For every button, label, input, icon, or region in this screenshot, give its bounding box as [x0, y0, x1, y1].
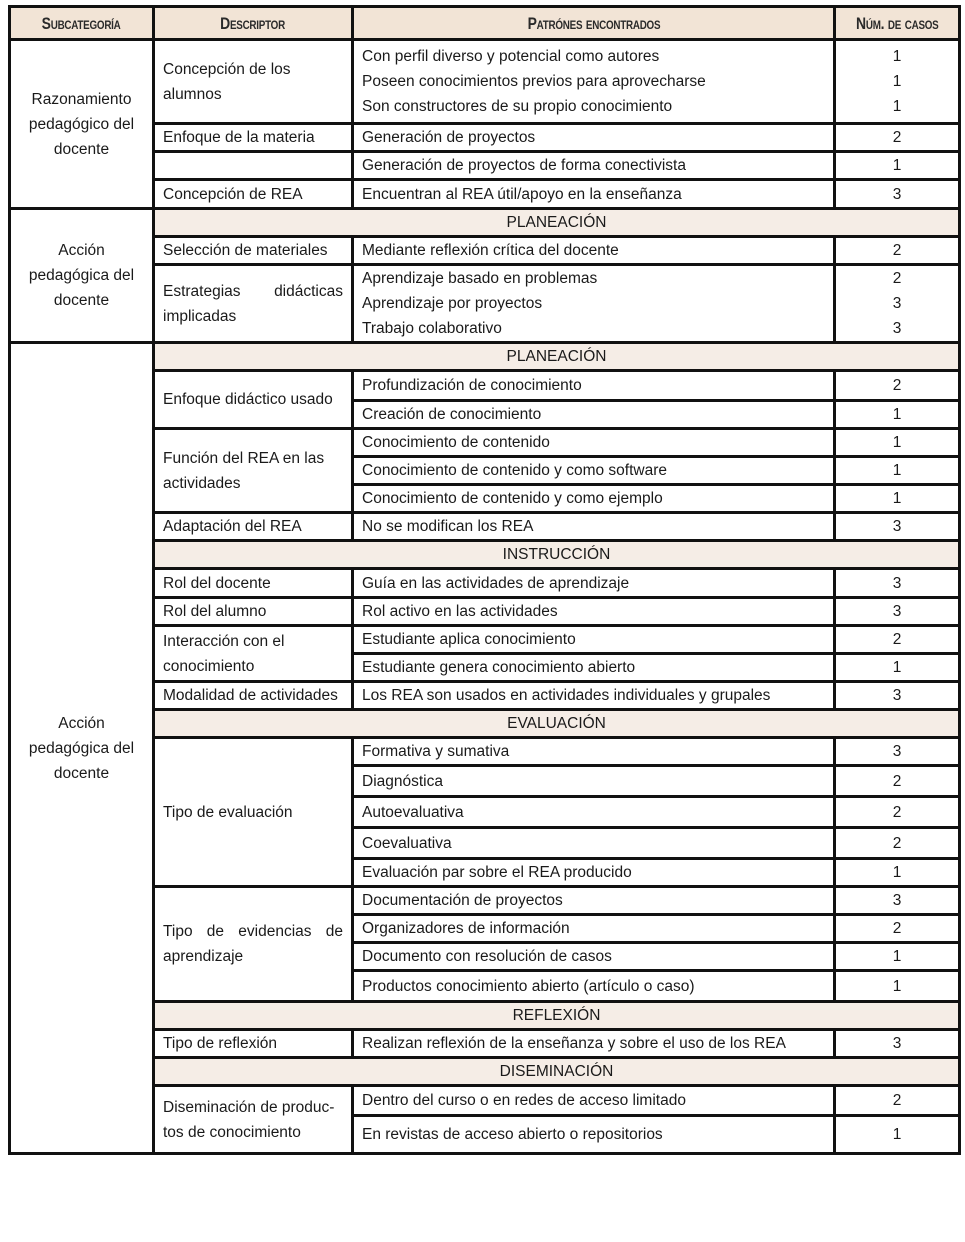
section-row — [10, 343, 960, 371]
descriptor-cell: Función del REA en las actividades — [154, 429, 353, 513]
descriptor-cell — [154, 152, 353, 180]
pattern-cell: Productos conocimiento abierto (artículo o caso) — [353, 971, 835, 1002]
count-cell: 3 — [835, 569, 960, 598]
pattern-item: Poseen conocimientos previos para aprovecharse — [362, 73, 706, 90]
subcategory-cell: Acción pedagógica del docente — [10, 209, 154, 343]
pattern-item: Aprendizaje por proyectos — [362, 295, 543, 312]
descriptor-line: Diseminación de produc- — [163, 1098, 335, 1116]
pattern-cell: Rol activo en las actividades — [353, 598, 835, 626]
count-item: 1 — [892, 73, 902, 90]
descriptor-cell: Tipo de reflexión — [154, 1030, 353, 1058]
count-cell: 1 — [835, 457, 960, 485]
section-label-evaluacion: EVALUACIÓN — [154, 710, 960, 738]
pattern-item: Con perfil diverso y potencial como autores — [362, 48, 660, 65]
pattern-cell — [353, 40, 835, 124]
pattern-cell: Conocimiento de contenido — [353, 429, 835, 457]
count-cell: 3 — [835, 887, 960, 915]
subcategory-cell: Razonamiento pedagógico del docente — [10, 40, 154, 209]
section-row — [10, 209, 960, 237]
pattern-cell: Guía en las actividades de aprendizaje — [353, 569, 835, 598]
count-cell: 2 — [835, 124, 960, 152]
count-cell: 1 — [835, 654, 960, 682]
descriptor-cell: Enfoque didáctico usado — [154, 371, 353, 429]
section-label-instruccion: INSTRUCCIÓN — [154, 541, 960, 569]
count-cell: 3 — [835, 598, 960, 626]
count-cell: 2 — [835, 237, 960, 265]
count-item: 1 — [892, 48, 902, 65]
descriptor-cell: Estrategias didácticas implicadas — [154, 265, 353, 343]
descriptor-cell: Concepción de REA — [154, 180, 353, 209]
descriptor-cell — [154, 1086, 353, 1154]
pattern-cell: Documento con resolución de casos — [353, 943, 835, 971]
count-cell: 1 — [835, 401, 960, 429]
count-item: 3 — [892, 320, 902, 337]
descriptor-cell: Tipo de evaluación — [154, 738, 353, 887]
count-item: 2 — [892, 270, 902, 287]
count-item: 3 — [892, 295, 902, 312]
pattern-item: Son constructores de su propio conocimiento — [362, 98, 673, 115]
pattern-cell: Formativa y sumativa — [353, 738, 835, 766]
count-cell: 1 — [835, 859, 960, 887]
descriptor-cell: Rol del docente — [154, 569, 353, 598]
pattern-cell: Conocimiento de contenido y como ejemplo — [353, 485, 835, 513]
count-cell: 1 — [835, 152, 960, 180]
descriptor-line: tos de conocimiento — [163, 1123, 301, 1141]
count-cell: 2 — [835, 766, 960, 797]
count-cell: 2 — [835, 915, 960, 943]
pattern-cell: Generación de proyectos — [353, 124, 835, 152]
count-cell: 2 — [835, 828, 960, 859]
pattern-cell: Conocimiento de contenido y como software — [353, 457, 835, 485]
pattern-cell: Evaluación par sobre el REA producido — [353, 859, 835, 887]
header-subcategoria: Subcategoría — [10, 7, 154, 40]
pattern-cell: Realizan reflexión de la enseñanza y sobre el uso de los REA — [353, 1030, 835, 1058]
pattern-cell: Autoevaluativa — [353, 797, 835, 828]
count-cell: 3 — [835, 682, 960, 710]
descriptor-cell: Modalidad de actividades — [154, 682, 353, 710]
count-cell: 1 — [835, 429, 960, 457]
pattern-item: Aprendizaje basado en problemas — [362, 270, 598, 287]
descriptor-cell: Selección de materiales — [154, 237, 353, 265]
count-cell: 3 — [835, 513, 960, 541]
section-label: PLANEACIÓN — [154, 209, 960, 237]
descriptor-cell: Concepción de los alumnos — [154, 40, 353, 124]
pattern-cell: Dentro del curso o en redes de acceso limitado — [353, 1086, 835, 1116]
count-cell: 3 — [835, 1030, 960, 1058]
results-table — [8, 5, 961, 1155]
section-label-diseminacion: DISEMINACIÓN — [154, 1058, 960, 1086]
header-num-casos: Núm. de casos — [835, 7, 960, 40]
count-cell: 1 — [835, 971, 960, 1002]
count-cell: 2 — [835, 626, 960, 654]
count-cell: 3 — [835, 738, 960, 766]
pattern-cell: Mediante reflexión crítica del docente — [353, 237, 835, 265]
section-label-planeacion: PLANEACIÓN — [154, 343, 960, 371]
pattern-cell: Profundización de conocimiento — [353, 371, 835, 401]
pattern-cell: Estudiante genera conocimiento abierto — [353, 654, 835, 682]
pattern-item: Trabajo colaborativo — [362, 320, 502, 337]
header-descriptor: Descriptor — [154, 7, 353, 40]
pattern-cell — [353, 265, 835, 343]
descriptor-cell: Interacción con el conocimiento — [154, 626, 353, 682]
pattern-cell: Los REA son usados en actividades individuales y grupales — [353, 682, 835, 710]
count-item: 1 — [892, 98, 902, 115]
header-row — [10, 7, 960, 40]
pattern-cell: Generación de proyectos de forma conectivista — [353, 152, 835, 180]
count-cell: 2 — [835, 1086, 960, 1116]
pattern-cell: En revistas de acceso abierto o repositorios — [353, 1116, 835, 1154]
descriptor-cell: Adaptación del REA — [154, 513, 353, 541]
header-patrones: Patrónes encontrados — [353, 7, 835, 40]
table-row — [10, 40, 960, 124]
pattern-cell: Coevaluativa — [353, 828, 835, 859]
pattern-cell: Diagnóstica — [353, 766, 835, 797]
count-cell: 1 — [835, 485, 960, 513]
count-cell — [835, 40, 960, 124]
pattern-cell: No se modifican los REA — [353, 513, 835, 541]
count-cell: 2 — [835, 371, 960, 401]
pattern-cell: Documentación de proyectos — [353, 887, 835, 915]
subcategory-cell: Acción pedagógica del docente — [10, 343, 154, 1154]
count-cell: 1 — [835, 1116, 960, 1154]
descriptor-cell: Tipo de evidencias de aprendizaje — [154, 887, 353, 1002]
count-cell: 2 — [835, 797, 960, 828]
pattern-cell: Creación de conocimiento — [353, 401, 835, 429]
pattern-cell: Estudiante aplica conocimiento — [353, 626, 835, 654]
count-cell: 1 — [835, 943, 960, 971]
count-cell — [835, 265, 960, 343]
section-label-reflexion: REFLEXIÓN — [154, 1002, 960, 1030]
descriptor-cell: Enfoque de la materia — [154, 124, 353, 152]
descriptor-cell: Rol del alumno — [154, 598, 353, 626]
pattern-cell: Organizadores de información — [353, 915, 835, 943]
pattern-cell: Encuentran al REA útil/apoyo en la enseñanza — [353, 180, 835, 209]
count-cell: 3 — [835, 180, 960, 209]
